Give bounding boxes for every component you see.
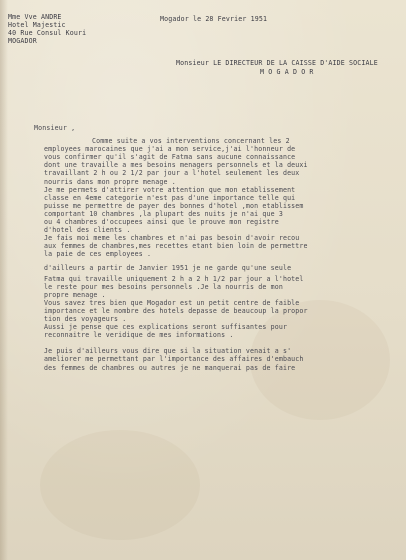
paragraph [44, 299, 404, 323]
sender-address [8, 13, 86, 45]
paragraph [44, 264, 404, 299]
text-line: nourris dans mon propre menage . [44, 177, 176, 186]
letter-date: Mogador le 28 Fevrier 1951 [160, 15, 268, 23]
salutation: Monsieur , [34, 124, 76, 132]
text-line: Je me permets d'attirer votre attention que mon etablissement [44, 185, 296, 194]
paragraph [44, 323, 404, 339]
text-line: vous confirmer qu'il s'agit de Fatma sans aucune connaissance [44, 153, 296, 162]
text-line: reconnaitre le veridique de mes informations . [44, 331, 234, 340]
text-line: d'hotel des clients . [44, 226, 131, 235]
recipient-line: M O G A D O R [260, 67, 314, 76]
text-line: Comme suite a vos interventions concernant les 2 [92, 137, 290, 146]
paragraph [44, 137, 404, 186]
text-line: tion des voyageurs . [44, 315, 127, 324]
sender-line: Mme Vve ANDRE [8, 13, 62, 21]
text-line: ou 4 chambres d'occupees ainsi que le prouve mon registre [44, 218, 279, 227]
paragraph [44, 186, 404, 235]
text-line: Vous savez tres bien que Mogador est un petit centre de faible [44, 298, 300, 307]
paragraph [44, 347, 404, 371]
text-line: Fatma qui travaille uniquement 2 h a 2 h 1/2 par jour a l'hotel [44, 274, 304, 283]
text-line: employees marocaines que j'ai a mon service,j'ai l'honneur de [44, 145, 296, 154]
spacer [44, 339, 404, 347]
text-line: propre menage . [44, 290, 106, 299]
text-line: classe en 4eme categorie n'est pas d'une importance telle qui [44, 193, 296, 202]
paragraph [44, 234, 404, 258]
text-line: le reste pour mes besoins personnels .Je la nourris de mon [44, 282, 283, 291]
text-line: la paie de ces employees . [44, 250, 152, 259]
recipient-line: Monsieur LE DIRECTEUR DE LA CAISSE D'AIDE SOCIALE [176, 59, 378, 67]
text-line: dont une travaille a mes besoins menagers personnels et la deuxi [44, 161, 308, 170]
text-line: importance et le nombre des hotels depasse de beaucoup la propor [44, 306, 308, 315]
text-line: puisse me permettre de payer des bonnes d'hotel ,mon etablissem [44, 201, 304, 210]
sender-line: MOGADOR [8, 37, 37, 45]
text-line: d'ailleurs a partir de Janvier 1951 je ne garde qu'une seule [44, 263, 292, 272]
recipient-address [176, 59, 378, 76]
sender-line: 40 Rue Consul Kouri [8, 29, 87, 37]
text-line: Aussi je pense que ces explications seront suffisantes pour [44, 323, 288, 332]
text-line: travaillant 2 h ou 2 1/2 par jour a l'hotel seulement les deux [44, 169, 300, 178]
text-line: Je fais moi meme les chambres et n'ai pas besoin d'avoir recou [44, 234, 300, 243]
sender-line: Hotel Majestic [8, 21, 66, 29]
text-line: Je puis d'ailleurs vous dire que si la situation venait a s' [44, 347, 292, 356]
letter-body [34, 124, 404, 372]
text-line: ameliorer me permettant par l'importance des affaires d'embauch [44, 355, 304, 364]
text-line: comportant 10 chambres ,la plupart des nuits je n'ai que 3 [44, 209, 283, 218]
text-line: aux femmes de chambres,mes recettes etant bien loin de permettre [44, 242, 308, 251]
paper-stain [40, 430, 200, 540]
text-line: des femmes de chambres ou autres je ne manquerai pas de faire [44, 363, 296, 372]
